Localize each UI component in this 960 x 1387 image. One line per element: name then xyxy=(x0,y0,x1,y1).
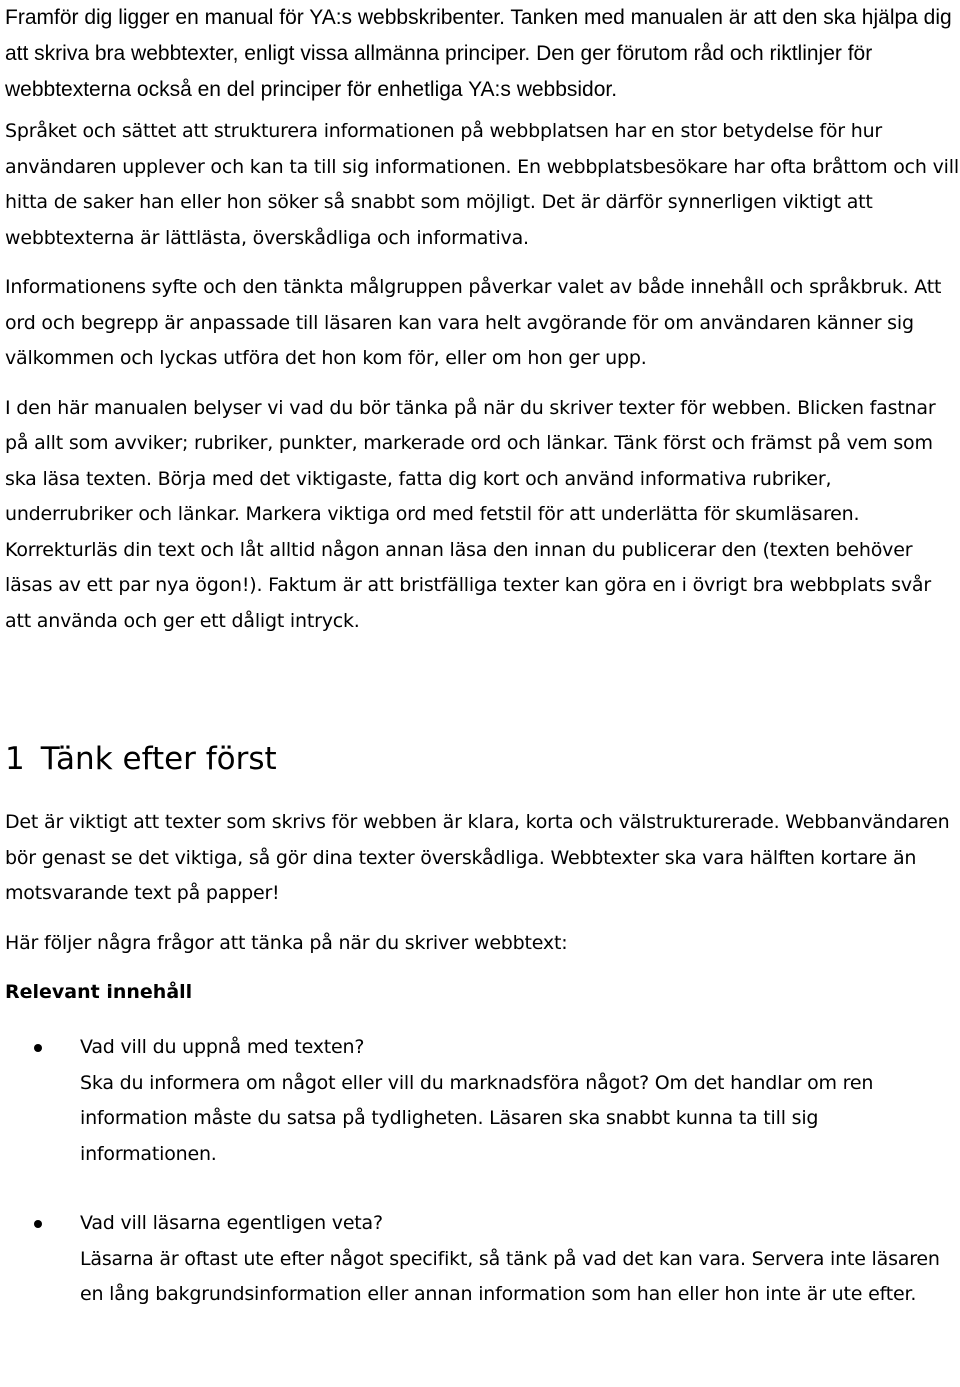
subheading-relevant-content: Relevant innehåll xyxy=(5,981,193,1003)
bullet-answer: Läsarna är oftast ute efter något specifikt, så tänk på vad det kan vara. Servera inte läsaren en lång bakgrundsinformation eller annan information som han eller hon inte är ute efter. xyxy=(80,1247,940,1305)
question-list xyxy=(5,1030,960,1313)
section-paragraph-1: Det är viktigt att texter som skrivs för webben är klara, korta och välstrukturerade. Webbanvändaren bör genast se det viktiga, så gör dina texter överskådliga. Webbtexter ska vara hälften kortare än motsvarande text på papper! xyxy=(5,811,950,904)
bullet-icon xyxy=(34,1220,42,1228)
bullet-question: Vad vill läsarna egentligen veta? xyxy=(80,1212,383,1234)
bullet-question: Vad vill du uppnå med texten? xyxy=(80,1036,365,1058)
intro-paragraph-1: Framför dig ligger en manual för YA:s webbskribenter. Tanken med manualen är att den ska hjälpa dig att skriva bra webbtexter, enligt vissa allmänna principer. Den ger förutom råd och riktlinjer för webbtexterna också en del principer för enhetliga YA:s webbsidor. xyxy=(5,6,952,101)
bullet-answer: Ska du informera om något eller vill du marknadsföra något? Om det handlar om ren information måste du satsa på tydligheten. Läsaren ska snabbt kunna ta till sig informationen. xyxy=(80,1071,874,1165)
bullet-icon xyxy=(34,1044,42,1052)
intro-paragraph-2: Språket och sättet att strukturera informationen på webbplatsen har en stor betydelse för hur användaren upplever och kan ta till sig informationen. En webbplatsbesökare har ofta bråttom och vill hitta de saker han eller hon söker så snabbt som möjligt. Det är därför synnerligen viktigt att webbtexterna är lättlästa, överskådliga och informativa. xyxy=(5,120,959,249)
section-title: Tänk efter först xyxy=(40,741,277,777)
document-page xyxy=(5,0,960,1313)
section-paragraph-2: Här följer några frågor att tänka på när du skriver webbtext: xyxy=(5,931,568,954)
list-item xyxy=(5,1206,960,1313)
list-item xyxy=(5,1030,960,1172)
section-number: 1 xyxy=(5,741,25,777)
intro-paragraph-3: Informationens syfte och den tänkta målgruppen påverkar valet av både innehåll och språkbruk. Att ord och begrepp är anpassade till läsaren kan vara helt avgörande för om användaren känner sig välkommen och lyckas utföra det hon kom för, eller om hon ger upp. xyxy=(5,276,942,369)
intro-paragraph-4: I den här manualen belyser vi vad du bör tänka på när du skriver texter för webben. Blicken fastnar på allt som avviker; rubriker, punkter, markerade ord och länkar. Tänk först och främst på vem som ska läsa texten. Börja med det viktigaste, fatta dig kort och använd informativa rubriker, underrubriker och länkar. Markera viktiga ord med fetstil för att underlätta för skumläsaren. Korrekturläs din text och låt alltid någon annan läsa den innan du publicerar den (texten behöver läsas av ett par nya ögon!). Faktum är att bristfälliga texter kan göra en i övrigt bra webbplats svår att använda och ger ett dåligt intryck. xyxy=(5,396,936,632)
section-heading xyxy=(5,739,960,779)
